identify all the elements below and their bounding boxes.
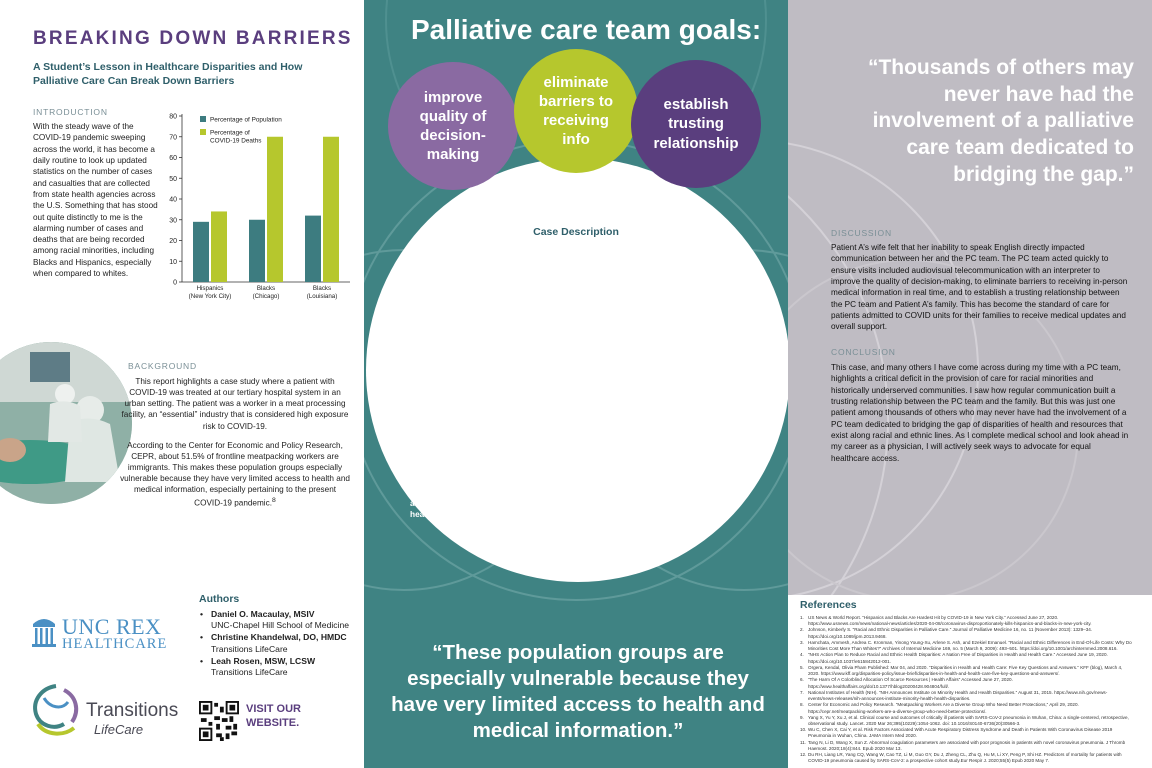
pull-quote-middle: “These population groups are especially vulnerable because they have very limited access to health and medical information.” [391, 641, 765, 743]
y-tick-label: 0 [173, 279, 177, 287]
x-category-label: (Louisiana) [306, 293, 338, 300]
x-category-label: (New York City) [188, 293, 232, 300]
bar-population [249, 220, 265, 282]
y-tick-label: 60 [169, 155, 177, 162]
author-item: • Christine Khandelwal, DO, HMDC Transitions LifeCare [199, 632, 364, 654]
goal-eliminate-barriers: eliminate barriers to receiving info [514, 49, 638, 173]
pull-quote-right: “Thousands of others may never have had the involvement of a palliative care team dedicated to bridging the gap.” [867, 56, 1134, 186]
references-heading: References [800, 599, 857, 611]
x-category-label: Blacks [312, 285, 332, 292]
citation-superscript: 8 [272, 496, 276, 504]
y-tick-label: 50 [169, 175, 177, 183]
goal-improve-decision-making: improve quality of decision-making [388, 62, 518, 190]
reference-item: 4. “NHS Action Plan to Reduce Racial and Ethnic Health Disparities: A Nation Free of Disparities in Health and Health Care.” Accessed June 19, 2020. https://doi.org/10.1037/e515842012-001. [800, 652, 1108, 664]
reference-item: 11. Tang N, Li D, Wang X, Sun Z. Abnormal coagulation parameters are associated with poor prognosis in patients with novel coronavirus pneumonia. J Thromb Haemost. 2020;18(4):844. Epub 2020 Mar 13. [800, 739, 1126, 751]
y-tick-label: 40 [169, 196, 177, 204]
legend-label: COVID-19 Deaths [210, 137, 262, 145]
y-tick-label: 70 [169, 134, 177, 142]
reference-item: 7. National Institutes of Health (NIH). “NIH Announces Institute on Minority Health and Health Disparities.” August 31, 2015. https://www.nih.gov/news-events/news-releases/nih-announces-institute-minority-health-health-disparities. [800, 689, 1108, 702]
authors-list [199, 609, 364, 679]
transitions-logo-icon [24, 678, 88, 742]
middle-column [364, 0, 788, 768]
y-tick-label: 20 [169, 238, 177, 245]
visit-website-link[interactable]: VISIT OUR WEBSITE. [246, 703, 302, 729]
x-category-label: Blacks [256, 285, 276, 292]
unc-healthcare-logo-text: HEALTHCARE [62, 636, 168, 652]
legend-label: Percentage of Population [210, 116, 282, 124]
poster-subtitle: A Student’s Lesson in Healthcare Disparities and How Palliative Care Can Break Down Barriers [33, 61, 303, 87]
bar-deaths [323, 137, 339, 282]
goal-establish-trust: establish trusting relationship [631, 60, 761, 188]
y-tick-label: 10 [169, 258, 177, 266]
y-tick-label: 80 [169, 113, 177, 121]
disparities-bar-chart [160, 108, 360, 308]
reference-item: 8. Center for Economic and Policy Research. “Meatpacking Workers Are a Diverse Group Who Need Better Protections,” April 29, 2020. https://cepr.net/meatpacking-workers-are-a-diverse-group-who-need-better-protections/. [800, 702, 1079, 714]
legend-swatch [200, 129, 206, 135]
y-tick-label: 30 [169, 217, 177, 225]
website-qr-code-icon[interactable] [199, 701, 239, 741]
case-description-column-2: I worked closely with Patient A’s wife. She stated eloquently and clearly with the team via phone, with the use of a Spanish interpreter, how difficult it was to “go about her day” and take care of her family while she worried about her husband and his condition, and anxiously awaited medical updates. At one point, she had waited more than 24 hours to hear from a medical provider, and this was agonizing and frustrating for her. Patient A remained critically ill in the ICU for over a month, and the PC team remained involved with the care and support for Patient A and his family. Patient A died alone in the hospital, without his family at his bedside. The PC team offered bereavement services for Patient’s A family following his death using an interpreter and audio-visual telecommunication for his family. [583, 242, 744, 486]
left-column [0, 0, 364, 768]
x-category-label: (Chicago) [252, 293, 280, 300]
background-text [120, 376, 350, 516]
unc-rex-logo-text: UNC REX [62, 614, 162, 639]
author-item: • Leah Rosen, MSW, LCSW Transitions LifeCare [199, 656, 364, 678]
reference-item: 9. Yang X, Yu Y, Xu J, et al. Clinical course and outcomes of critically ill patients with SARS-CoV-2 pneumonia in Wuhan, China: a single-centered, retrospective, observational study. Lancet. 2020 Mar 26;395(10229):1054-1062. doi: 10.1016/S0140-6736(20)30566-3. [800, 714, 1129, 726]
bar-population [305, 216, 321, 282]
conclusion-text: This case, and many others I have come across during my time with a PC team, highlights a critical deficit in the provision of care for racial minorities and historically underserved communities. I saw how regular communication built a trusting relationship between the PC team and the family. But this was just one patient among thousands of others who may never have had the involvement of a PC team dedicated to bridging the gap of disparities of health and resources that exist along racial and ethnic lines. As I complete medical school and look ahead in my career as a physician, I will actively seek ways to advocate for equal healthcare access. [831, 363, 1129, 463]
right-column [788, 0, 1152, 768]
background-heading: BACKGROUND [128, 361, 197, 371]
transitions-logo-text: Transitions [86, 700, 179, 721]
bar-population [193, 222, 209, 282]
right-top-panel [788, 0, 1152, 595]
legend-label: Percentage of [210, 129, 250, 137]
case-description-column-1: Patient A, 50-year-old Hispanic male with a history of diabetes mellitus Type 2, was admitted following an out-of-hospital cardiac arrest. He lives in a multi-generation home. The palliative care (PC) team was consulted on ICU day five and became involved in the care for Patient A and his family. Due to public health care concerns, families were not permitted inside the hospital setting. The PC team was proactive in our involvement for patients like Patient A, particularly when English was not a primary language, because we recognized the high level of psychosocial distress associated with patients in an ICU. Whenever possible, the PC team used audiovisual telecommunication visits with an interpreter to improve the quality of decision-making, to eliminate barriers to receiving in-person medical information in real time, and to establish a trusting relationship between the healthcare team and Patient A’s family. [410, 242, 573, 520]
background-paragraph-2: According to the Center for Economic and Policy Research, CEPR, about 51.5% of frontline meatpacking workers are immigrants. This makes these population groups especially vulnerable because they have very limited access to health and medical information, especially pertaining to the present COVID-19 pandemic.$^8$ [120, 440, 350, 508]
discussion-text: Patient A’s wife felt that her inability to speak English directly impacted communication between her and the PC team. The PC team acted quickly to ensure visits included audiovisual telecommunication with an interpreter to improve the quality of decision-making, to eliminate barriers to receiving in-person medical information in real time, and to establish a trusting relationship between the PC team and Patient A’s family. This has become the standard of care for patients admitted to COVID units for their families to receive medical updates and overall support. [831, 243, 1128, 332]
poster-title: BREAKING DOWN BARRIERS [33, 28, 353, 49]
x-category-label: Hispanics [196, 285, 224, 292]
author-item: • Daniel O. Macaulay, MSIV UNC-Chapel Hill School of Medicine [199, 609, 364, 631]
introduction-text: With the steady wave of the COVID-19 pandemic sweeping across the world, it has become a daily routine to look up updated statistics on the number of cases and casualties that are collected from state health agencies across the U.S. Something that has stood out quite distinctly to me is the alarming number of cases and deaths that are being recorded among racial minorities, including Blacks and Hispanics, especially when compared to whites. [33, 122, 158, 279]
patient-photo [0, 342, 132, 504]
legend-swatch [200, 116, 206, 122]
reference-item: 2. Johnson, Kimberly S. “Racial and Ethnic Disparities in Palliative Care.” Journal of Palliative Medicine 16, no. 11 (November 2013): 1329–34. https://doi.org/10.1089/jpm.2013.9468. [800, 627, 1093, 639]
reference-item: 3. Hamchata, Ammesh, Andrea C. Kronman, Yinong Young-Xu, Arlene S. Ash, and Ezekiel Emanuel. “Racial and Ethnic Differences in End-Of-Life Costs: Why Do Minorities Cost More Than Whites?” Archives of Internal Medicine 169, no. 5 (March 9, 2009): 493–501. https://doi.org/10.1001/archinternmed.2008.616. [800, 639, 1132, 652]
introduction-heading: INTRODUCTION [33, 107, 108, 117]
discussion-heading: DISCUSSION [831, 228, 892, 238]
bar-deaths [267, 137, 283, 282]
reference-item: 10. Wu C, Chen X, Cai Y, et al. Risk Factors Associated With Acute Respiratory Distress Syndrome and Death in Patients With Coronavirus Disease 2019 Pneumonia in Wuhan, China. JAMA Intern Med 2020. [800, 727, 1113, 739]
authors-heading: Authors [199, 593, 240, 605]
background-paragraph-1: This report highlights a case study where a patient with COVID-19 was treated at our tertiary hospital system in an urban setting. The patient was a worker in a meat processing facility, an “essential” industry that is considered high exposure risk to COVID-19. [121, 377, 349, 431]
conclusion-heading: CONCLUSION [831, 347, 896, 357]
goals-title: Palliative care team goals: [411, 14, 762, 45]
references-list [800, 615, 1132, 765]
unc-old-well-icon [31, 614, 57, 650]
reference-item: 5. Orgera, Kendal, Olivia Pham Published: Mar 04, and 2020. “Disparities in Health and Health Care: Five Key Questions and Answers.” KFF (blog), March 4, 2020. https://www.kff.org/disparities-policy/issue-brief/disparities-in-health-and-health-care-five-key-questions-and-answers/. [800, 664, 1123, 677]
reference-item: 12. Du RH, Liang LR, Yang CQ, Wang W, Cao TZ, Li M, Guo GY, Du J, Zheng CL, Zhu Q, Hu M, Li XY, Peng P, Shi HZ. Predictors of mortality for patients with COVID-19 pneumonia caused by SARS-CoV-2: a prospective cohort study.Eur Respir J. 2020;55(5) Epub 2020 May 7. [800, 752, 1122, 764]
reference-item: 1. US News & World Report. “Hispanics and Blacks Are Hardest Hit by COVID-19 in New York City.” Accessed June 27, 2020. https://www.usnews.com/news/national-news/articles/2020-04-08/coronavirus-disproportionately-kills-hispanics-and-blacks-in-new-york-city. [800, 615, 1092, 627]
lifecare-logo-text: LifeCare [94, 722, 144, 737]
reference-item: 6. “The Harm Of A Colorblind Allocation Of Scarce Resources | Health Affairs” Accessed June 27, 2020. https://www.healthaffairs.org/do/10.1377/hblog20200428.904804/full/. [800, 677, 1013, 689]
case-description-heading: Case Description [533, 226, 619, 238]
bar-deaths [211, 211, 227, 282]
